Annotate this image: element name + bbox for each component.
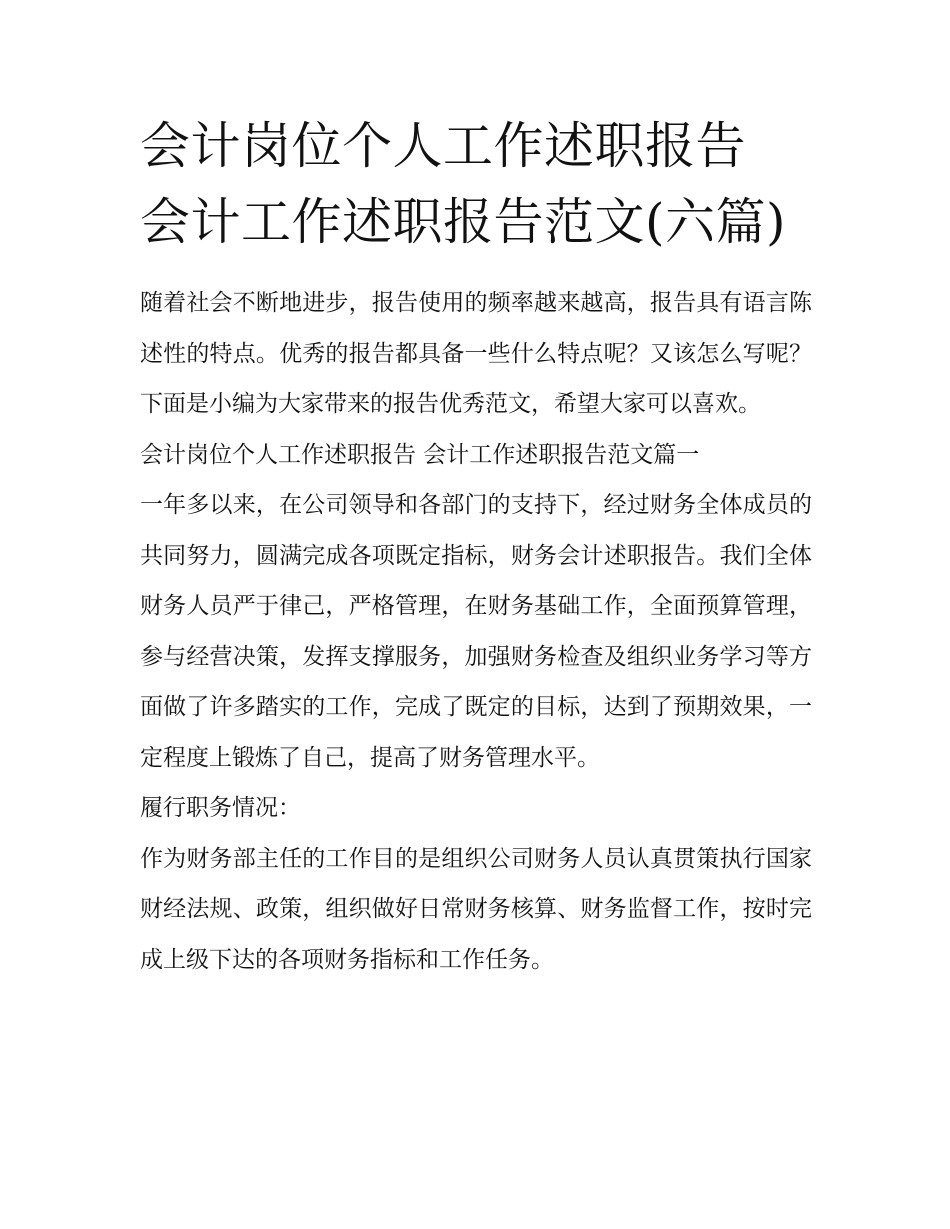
body-paragraph: 作为财务部主任的工作目的是组织公司财务人员认真贯策执行国家财经法规、政策，组织做好日常财务核算、财务监督工作，按时完成上级下达的各项财务指标和工作任务。 [140,845,812,973]
document-content [140,108,812,985]
document-body [140,278,812,985]
section-heading: 会计岗位个人工作述职报告 会计工作述职报告范文篇一 [140,441,700,468]
body-paragraph: 一年多以来，在公司领导和各部门的支持下，经过财务全体成员的共同努力，圆满完成各项既定指标，财务会计述职报告。我们全体财务人员严于律己，严格管理，在财务基础工作，全面预算管理，参与经营决策，发挥支撑服务，加强财务检查及组织业务学习等方面做了许多踏实的工作，完成了既定的目标，达到了预期效果，一定程度上锻炼了自己，提高了财务管理水平。 [140,492,812,771]
intro-paragraph: 随着社会不断地进步，报告使用的频率越来越高，报告具有语言陈述性的特点。优秀的报告都具备一些什么特点呢？又该怎么写呢？下面是小编为大家带来的报告优秀范文，希望大家可以喜欢。 [140,290,812,417]
subheading: 履行职务情况： [140,795,301,821]
document-title: 会计岗位个人工作述职报告 会计工作述职报告范文(六篇) [140,117,787,251]
